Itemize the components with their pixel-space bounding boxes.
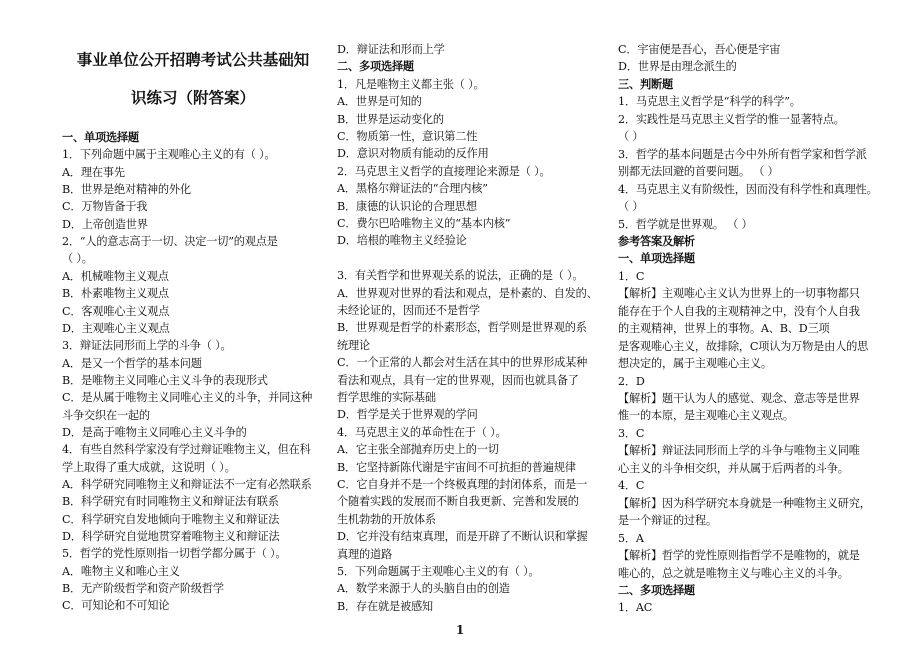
text-line: 3．辩证法同形而上学的斗争（ ）。 bbox=[62, 339, 232, 353]
text-line: 想决定的，属于主观唯心主义。 bbox=[618, 357, 772, 371]
text-line: 真理的道路 bbox=[337, 547, 392, 561]
text-line: C．物质第一性，意识第二性 bbox=[337, 130, 478, 143]
text-line: 2．D bbox=[618, 374, 645, 388]
text-line: B．无产阶级哲学和资产阶级哲学 bbox=[62, 582, 224, 596]
section-heading: 二、多项选择题 bbox=[618, 583, 695, 597]
text-line: B．世界是运动变化的 bbox=[337, 112, 444, 126]
text-line: 【解析】因为科学研究本身就是一种唯物主义研究， bbox=[618, 496, 871, 510]
page-number: 1 bbox=[455, 623, 465, 637]
text-line: 1．AC bbox=[618, 601, 653, 615]
text-line: 个随着实践的发展而不断自我更新、完善和发展的 bbox=[337, 495, 579, 509]
text-line: 2．马克思主义哲学的直接理论来源是（ ）。 bbox=[337, 164, 551, 178]
text-line: B．存在就是被感知 bbox=[337, 599, 433, 613]
text-line: A．机械唯物主义观点 bbox=[62, 269, 169, 283]
text-line: C．宇宙便是吾心，吾心便是宇宙 bbox=[618, 43, 781, 56]
text-line: A．是又一个哲学的基本问题 bbox=[62, 356, 202, 370]
text-line: B．朴素唯物主义观点 bbox=[62, 287, 169, 301]
text-line: D．上帝创造世界 bbox=[62, 217, 148, 231]
text-line: 心主义的斗争相交织，并从属于后两者的斗争。 bbox=[618, 461, 849, 475]
text-line: 是一个辩证的过程。 bbox=[618, 514, 717, 528]
section-heading: 三、判断题 bbox=[618, 77, 673, 91]
text-line: B．康德的认识论的合理思想 bbox=[337, 199, 477, 213]
text-line: A．科学研究同唯物主义和辩证法不一定有必然联系 bbox=[62, 478, 312, 491]
text-line: A．唯物主义和唯心主义 bbox=[62, 564, 180, 578]
text-line: A．世界是可知的 bbox=[337, 95, 422, 109]
text-line: D．培根的唯物主义经验论 bbox=[337, 234, 467, 248]
text-line: 4．马克思主义的革命性在于（ ）。 bbox=[337, 425, 507, 439]
text-line: A．它主张全部抛弃历史上的一切 bbox=[337, 443, 499, 457]
text-line: 3．哲学的基本问题是古今中外所有哲学家和哲学派 bbox=[618, 147, 867, 161]
text-line: 4．C bbox=[618, 479, 645, 493]
text-line: C．它自身并不是一个终极真理的封闭体系，而是一 bbox=[337, 478, 588, 491]
text-line: D．是高于唯物主义同唯心主义斗争的 bbox=[62, 425, 247, 439]
text-line: 看法和观点，具有一定的世界观，因而也就具备了 bbox=[337, 373, 579, 387]
text-line: D．主观唯心主义观点 bbox=[62, 321, 170, 335]
text-line: 3．C bbox=[618, 426, 645, 440]
text-line: B．是唯物主义同唯心主义斗争的表现形式 bbox=[62, 373, 268, 387]
text-line: C．可知论和不可知论 bbox=[62, 599, 170, 613]
section-heading: 一、单项选择题 bbox=[62, 131, 139, 144]
text-line: A．理在事先 bbox=[62, 165, 125, 179]
text-line: 5．下列命题属于主观唯心主义的有（ ）。 bbox=[337, 565, 540, 578]
text-line: C．万物皆备于我 bbox=[62, 200, 148, 214]
text-line: D．世界是由理念派生的 bbox=[618, 60, 737, 74]
text-line: 【解析】辩证法同形而上学的斗争与唯物主义同唯 bbox=[618, 444, 860, 458]
text-line: 惟一的本原，是主观唯心主义观点。 bbox=[618, 409, 794, 423]
text-line: 斗争交织在一起的 bbox=[62, 408, 150, 422]
text-line: 未经论证的，因而还不是哲学 bbox=[337, 304, 480, 317]
text-line: 1．马克思主义哲学是“科学的科学”。 bbox=[618, 95, 801, 109]
text-line: 1．下列命题中属于主观唯心主义的有（ ）。 bbox=[62, 148, 276, 162]
text-line: D．科学研究自觉地贯穿着唯物主义和辩证法 bbox=[62, 530, 280, 544]
document-title-line-1: 事业单位公开招聘考试公共基础知 bbox=[76, 51, 310, 69]
text-line: （ ）。 bbox=[62, 252, 93, 266]
text-line: 5．A bbox=[618, 531, 644, 545]
text-line: C．费尔巴哈唯物主义的“基本内核” bbox=[337, 217, 511, 230]
text-line: （ ） bbox=[618, 200, 644, 214]
document-title-line-2: 识练习（附答案） bbox=[130, 89, 255, 107]
text-line: B．世界是绝对精神的外化 bbox=[62, 183, 191, 197]
text-line: B．它坚持新陈代谢是宇宙间不可抗拒的普遍规律 bbox=[337, 460, 576, 474]
text-line: 1．凡是唯物主义都主张（ ）。 bbox=[337, 77, 485, 91]
text-line: 3．有关哲学和世界观关系的说法，正确的是（ ）。 bbox=[337, 269, 584, 283]
text-line: D．辩证法和形而上学 bbox=[337, 43, 445, 56]
text-line: 2．“人的意志高于一切、决定一切”的观点是 bbox=[62, 235, 278, 249]
text-line: 4．马克思主义有阶级性，因而没有科学性和真理性。 bbox=[618, 182, 878, 196]
text-line: 5．哲学的党性原则指一切哲学都分属于（ ）。 bbox=[62, 547, 287, 561]
text-line: A．世界观对世界的看法和观点，是朴素的、自发的、 bbox=[337, 286, 598, 300]
text-line: 能存在于个人自我的主观精神之中，没有个人自我 bbox=[618, 304, 860, 318]
text-line: 5．哲学就是世界观。 （ ） bbox=[618, 217, 753, 231]
text-line: （ ） bbox=[618, 130, 644, 144]
section-heading: 参考答案及解析 bbox=[618, 234, 695, 248]
text-line: 是客观唯心主义，故排除，C项认为万物是由人的思 bbox=[618, 339, 869, 353]
section-heading: 二、多项选择题 bbox=[337, 60, 414, 74]
text-line: 的主观精神，世界上的事物。A、B、D三项 bbox=[618, 322, 830, 336]
text-line: 【解析】题干认为人的感觉、观念、意志等是世界 bbox=[618, 392, 860, 405]
text-line: B．科学研究有时同唯物主义和辩证法有联系 bbox=[62, 495, 279, 509]
text-line: D．它并没有结束真理，而是开辟了不断认识和掌握 bbox=[337, 530, 588, 544]
section-heading: 一、单项选择题 bbox=[618, 252, 695, 266]
text-line: 4．有些自然科学家没有学过辩证唯物主义，但在科 bbox=[62, 443, 311, 457]
text-line: 生机勃勃的开放体系 bbox=[337, 512, 436, 526]
text-line: C．是从属于唯物主义同唯心主义的斗争，并同这种 bbox=[62, 391, 313, 405]
text-line: 唯心的，总之就是唯物主义与唯心主义的斗争。 bbox=[618, 566, 849, 580]
text-line: A．黑格尔辩证法的“合理内核” bbox=[337, 182, 488, 196]
text-line: 学上取得了重大成就，这说明（ ）。 bbox=[62, 460, 236, 474]
text-line: D．哲学是关于世界观的学问 bbox=[337, 408, 478, 422]
text-line: 哲学思维的实际基础 bbox=[337, 391, 436, 404]
text-line: C．科学研究自发地倾向于唯物主义和辩证法 bbox=[62, 512, 280, 526]
text-line: 统理论 bbox=[337, 338, 370, 352]
text-line: C．一个正常的人都会对生活在其中的世界形成某种 bbox=[337, 356, 588, 370]
text-line: 2．实践性是马克思主义哲学的惟一显著特点。 bbox=[618, 112, 845, 126]
text-line: B．世界观是哲学的朴素形态，哲学则是世界观的系 bbox=[337, 321, 587, 335]
text-line: 别都无法回避的首要问题。 （ ） bbox=[618, 165, 779, 179]
text-line: D．意识对物质有能动的反作用 bbox=[337, 147, 489, 161]
text-line: 【解析】哲学的党性原则指哲学不是唯物的，就是 bbox=[618, 549, 860, 563]
text-line: A．数学来源于人的头脑自由的创造 bbox=[337, 582, 510, 596]
text-line: 1．C bbox=[618, 269, 645, 283]
text-line: C．客观唯心主义观点 bbox=[62, 304, 170, 318]
text-line: 【解析】主观唯心主义认为世界上的一切事物都只 bbox=[618, 287, 860, 301]
